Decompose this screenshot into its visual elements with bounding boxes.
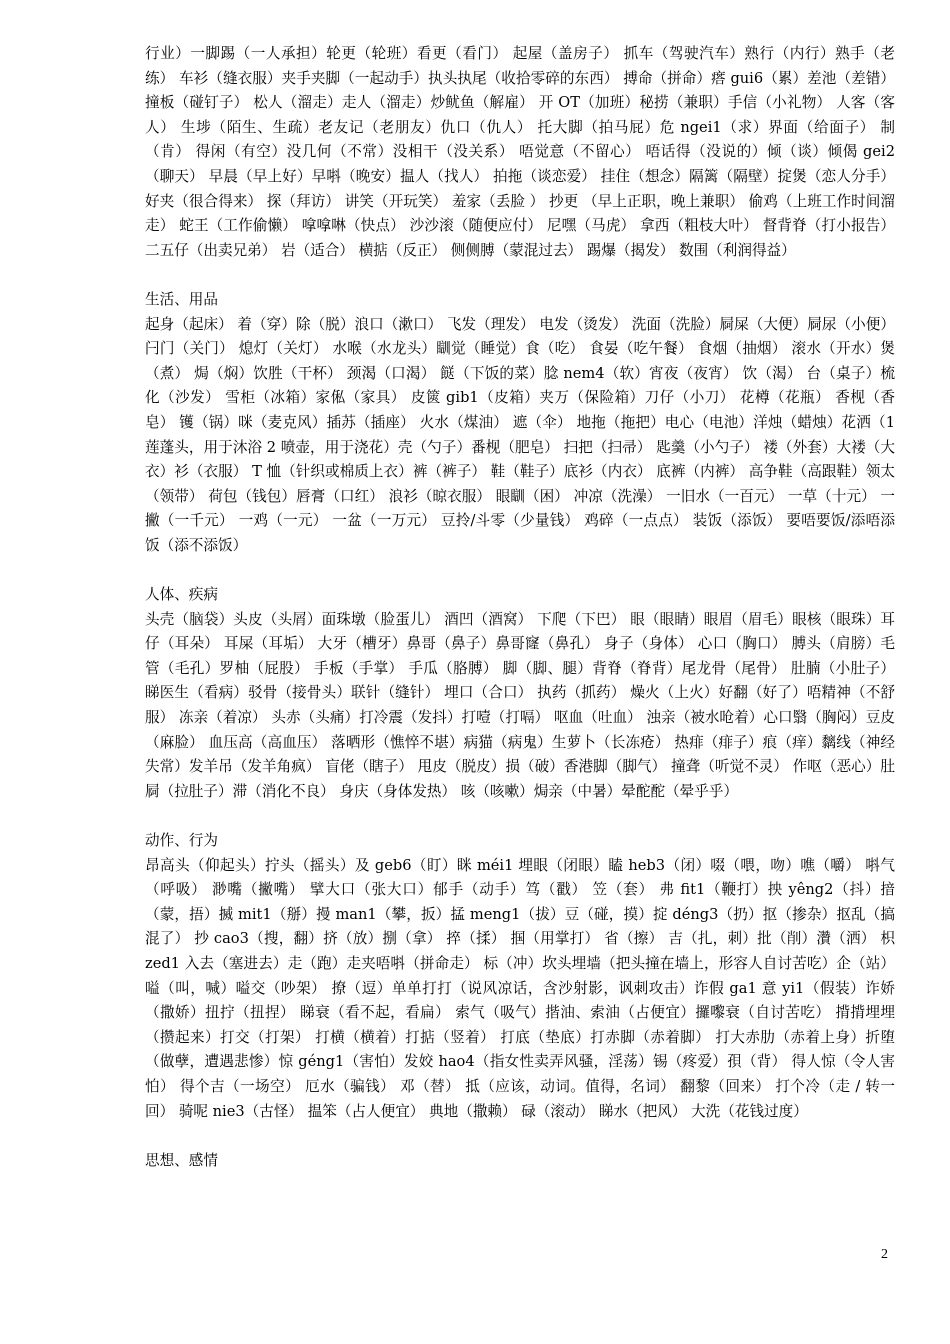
section-heading-actions: 动作、行为 (145, 832, 218, 849)
section-heading-thoughts-feelings: 思想、感情 (145, 1151, 218, 1169)
paragraph-actions: 昂高头（仰起头）拧头（摇头）及 geb6（盯）眯 méi1 埋眼（闭眼）瞌 heb3（闭）啜（喂，吻）噍（嚼） 唞气（呼吸） 渺嘴（撇嘴） 擘大口（张大口）郁手（动手）笃（戳） 笠（套） 弗 fit1（鞭打）抰 yêng2（抖）揞（蒙，捂）搣 mit1（掰）摱 man1（攀，扳）掹 meng1（拔）豆（碰，摸）掟 déng3（扔）抠（掺杂）抠乱（搞混了） 抄 cao3（搜，翻）挤（放）捌（拿） 捽（揉） 掴（用掌打） 省（擦） 吉（扎，刺）批（削）灒（洒） 枳 zed1 入去（塞进去）走（跑）走夹唔唞（拼命走） 标（冲）坎头埋墙（把头撞在墙上，形容人自讨苦吃）企（站） 嗌（叫，喊）嗌交（吵架） 撩（逗）单单打打（说风凉话，含沙射影，讽刺攻击）诈假 ga1 意 yi1（假装）诈娇（撒娇）扭拧（扭捏） 睇衰（看不起，看扁） 索气（吸气）揩油、索油（占便宜）攞嚟衰（自讨苦吃） 揹揹埋埋（攒起来）打交（打架） 打横（横着）打掂（竖着） 打底（垫底）打赤脚（赤着脚） 打大赤肋（赤着上身）折堕（做孽，遭遇悲惨）惊 géng1（害怕）发姣 hao4（指女性卖弄风骚，淫荡）锡（疼爱）孭（背） 得人惊（令人害怕） 得个吉（一场空） 厄水（骗钱） 邓（替） 抵（应该，动词。值得，名词） 翻黎（回来） 打个冷（走 / 转一回） 骑呢 nie3（古怪） 揾笨（占人便宜） 典地（撒赖） 碌（滚动） 睇水（把风） 大洗（花钱过度） (145, 856, 896, 1120)
page-number: 2 (881, 1247, 888, 1262)
section-heading-body-disease: 人体、疾病 (145, 586, 218, 604)
paragraph-occupation-social: 行业）一脚踢（一人承担）轮更（轮班）看更（看门） 起屋（盖房子） 抓车（驾驶汽车）熟行（内行）熟手（老练） 车衫（缝衣服）夹手夹脚（一起动手）执头执尾（收拾零碎的东西） 搏命（拼命）瘩 gui6（累）差池（差错） 撞板（碰钉子） 松人（溜走）走人（溜走）炒鱿鱼（解雇） 开 OT（加班）秘捞（兼职）手信（小礼物） 人客（客人） 生埗（陌生、生疏）老友记（老朋友）仇口（仇人） 托大脚（拍马屁）危 ngei1（求）界面（给面子） 制（肯） 得闲（有空）没几何（不常）没相干（没关系） 唔觉意（不留心） 唔话得（没说的）倾（谈）倾偈 gei2（聊天） 早晨（早上好）早唞（晚安）揾人（找人） 拍拖（谈恋爱） 挂住（想念）隔篱（隔壁）掟煲（恋人分手） 好夹（很合得来） 探（拜访） 讲笑（开玩笑） 羞家（丢脸 ） 抄更 （早上正职，晚上兼职） 偷鸡（上班工作时间溜走） 蛇王（工作偷懒） 嗱嗱啉（快点） 沙沙滚（随便应付） 尼嘿（马虎） 拿西（粗枝大叶） 督背脊（打小报告） 二五仔（出卖兄弟） 岩（适合） 横掂（反正） 侧侧膊（蒙混过去） 踢爆（揭发） 数围（利润得益） (145, 45, 895, 259)
paragraph-daily-life: 起身（起床） 着（穿）除（脱）浪口（漱口） 飞发（理发） 电发（烫发） 洗面（洗脸）屙屎（大便）屙尿（小便）闩门（关门） 熄灯（关灯） 水喉（水龙头）瞓觉（睡觉）食（吃） 食晏（吃午餐） 食烟（抽烟） 滚水（开水）煲（煮） 焗（焖）饮胜（干杯） 颈渴（口渴） 餸（下饭的菜）腍 nem4（软）宵夜（夜宵） 饮（渴） 台（桌子）梳化（沙发） 雪柜（冰箱）家俬（家具） 皮篋 gib1（皮箱）夹万（保险箱）刀仔（小刀） 花樽（花瓶） 香枧（香皂） 镬（锅）咪（麦克风）插苏（插座） 火水（煤油） 遮（伞） 地拖（拖把）电心（电池）洋烛（蜡烛）花洒（1 莲蓬头，用于沐浴 2 喷壶，用于浇花）壳（勺子）番枧（肥皂） 扫把（扫帚） 匙羹（小勺子） 褛（外套）大褛（大衣）衫（衣服） T 恤（针织或棉质上衣）裤（裤子） 鞋（鞋子）底衫（内衣） 底裤（内裤） 高争鞋（高跟鞋）领太（领带） 荷包（钱包）唇膏（口红） 浪衫（晾衣服） 眼瞓（困） 冲凉（洗澡） 一旧水（一百元） 一草（十元） 一撇（一千元） 一鸡（一元） 一盆（一万元） 豆拎/斗零（少量钱） 鸡碎（一点点） 装饭（添饭） 要唔要饭/添唔添饭（添不添饭） (145, 315, 895, 554)
document-body (145, 42, 895, 1173)
paragraph-body-disease: 头壳（脑袋）头皮（头屑）面珠墩（脸蛋儿） 酒凹（酒窝） 下爬（下巴） 眼（眼睛）眼眉（眉毛）眼核（眼珠）耳仔（耳朵） 耳屎（耳垢） 大牙（槽牙）鼻哥（鼻子）鼻哥窿（鼻孔） 身子（身体） 心口（胸口） 膊头（肩膀）毛管（毛孔）罗柚（屁股） 手板（手掌） 手瓜（胳膊） 脚（脚、腿）背脊（脊背）尾龙骨（尾骨） 肚腩（小肚子） 睇医生（看病）驳骨（接骨头）联针（缝针） 埋口（合口） 执药（抓药） 燥火（上火）好翻（好了）唔精神（不舒服） 冻亲（着凉） 头赤（头痛）打冷震（发抖）打噎（打嗝） 呕血（吐血） 浊亲（被水呛着）心口翳（胸闷）豆皮（麻脸） 血压高（高血压） 落晒形（憔悴不堪）病猫（病鬼）生萝卜（长冻疮） 热痱（痱子）痕（痒）黐线（神经失常）发羊吊（发羊角疯） 盲佬（瞎子） 甩皮（脱皮）损（破）香港脚（脚气） 撞聋（听觉不灵） 作呕（恶心）肚屙（拉肚子）滞（消化不良） 身庆（身体发热） 咳（咳嗽）焗亲（中暑）晕酡酡（晕乎乎） (145, 610, 895, 800)
section-heading-daily-life: 生活、用品 (145, 290, 218, 308)
